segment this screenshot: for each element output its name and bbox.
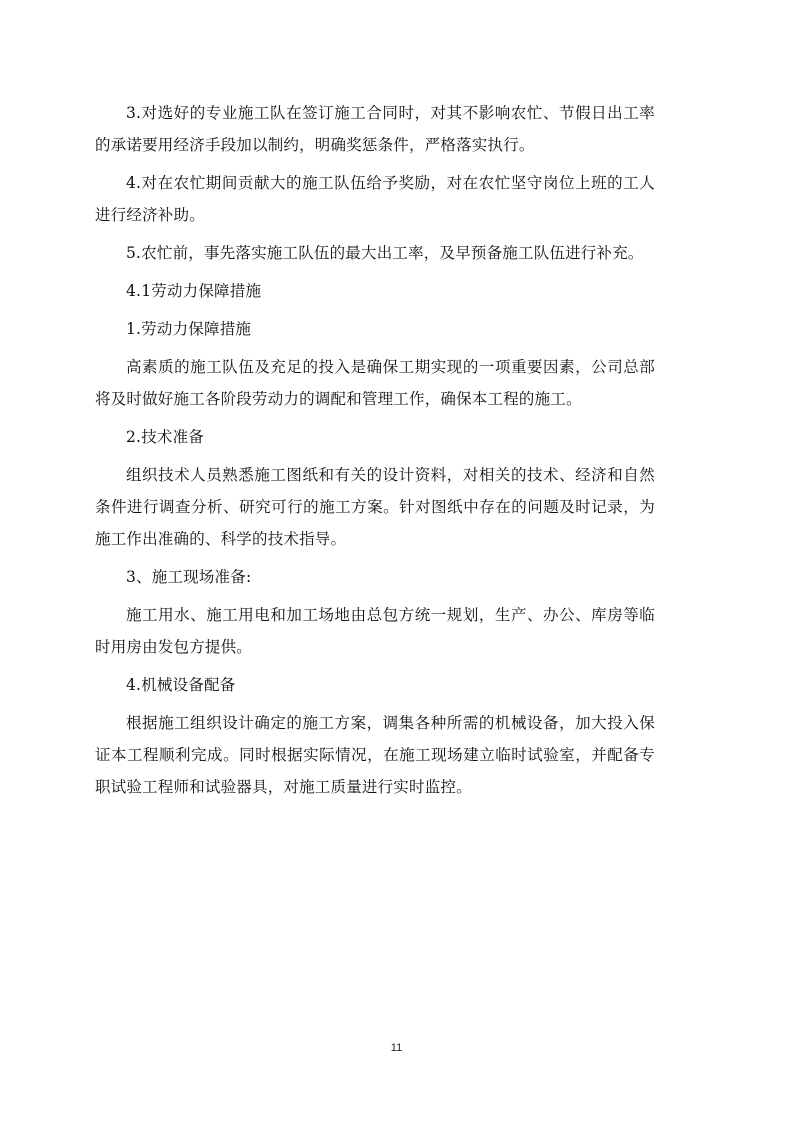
paragraph-item-3: 3.对选好的专业施工队在签订施工合同时，对其不影响农忙、节假日出工率的承诺要用经济手段加以制约，明确奖惩条件，严格落实执行。 [95,104,655,154]
subheading-site-preparation: 3、施工现场准备: [126,568,252,586]
paragraph-labor-guarantee: 高素质的施工队伍及充足的投入是确保工期实现的一项重要因素，公司总部将及时做好施工各阶段劳动力的调配和管理工作，确保本工程的施工。 [95,358,655,408]
subheading-technical-preparation: 2.技术准备 [126,428,204,446]
paragraph-item-5: 5.农忙前，事先落实施工队伍的最大出工率，及早预备施工队伍进行补充。 [126,244,644,262]
paragraph-item-4: 4.对在农忙期间贡献大的施工队伍给予奖励，对在农忙坚守岗位上班的工人进行经济补助。 [95,174,655,224]
paragraph-technical-preparation: 组织技术人员熟悉施工图纸和有关的设计资料，对相关的技术、经济和自然条件进行调查分析、研究可行的施工方案。针对图纸中存在的问题及时记录，为施工作出准确的、科学的技术指导。 [95,466,655,548]
paragraph-machinery: 根据施工组织设计确定的施工方案，调集各种所需的机械设备，加大投入保证本工程顺利完成。同时根据实际情况，在施工现场建立临时试验室，并配备专职试验工程师和试验器具，对施工质量进行实时监控。 [95,714,655,796]
page-number: 11 [390,1042,403,1054]
subheading-machinery: 4.机械设备配备 [126,676,236,694]
document-body [95,97,655,809]
subheading-labor-guarantee: 1.劳动力保障措施 [126,320,252,338]
section-heading-4-1: 4.1劳动力保障措施 [126,282,262,300]
paragraph-site-preparation: 施工用水、施工用电和加工场地由总包方统一规划，生产、办公、库房等临时用房由发包方提供。 [95,606,655,656]
